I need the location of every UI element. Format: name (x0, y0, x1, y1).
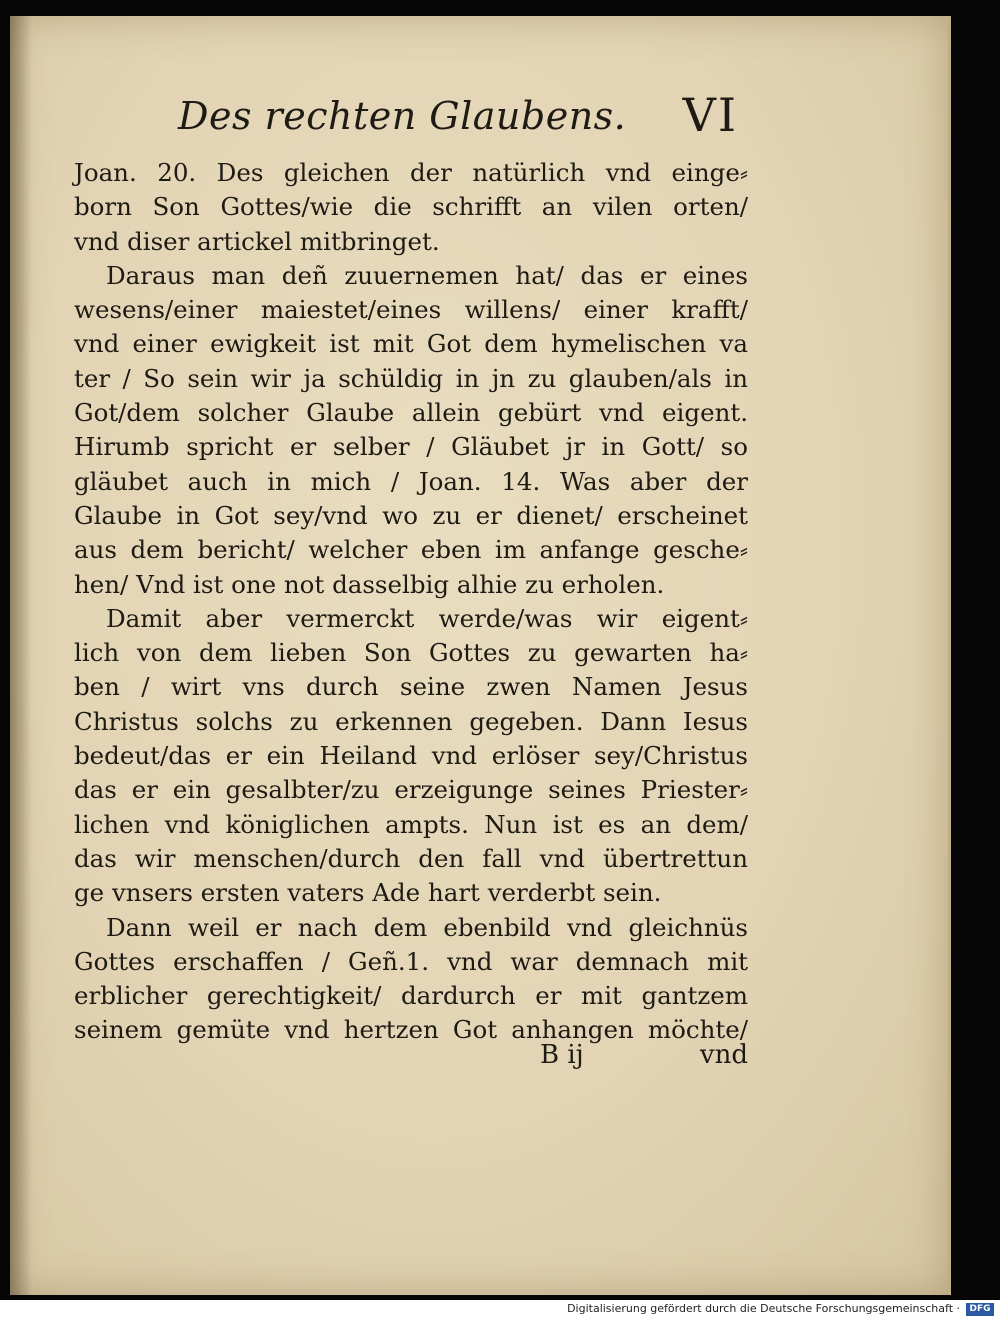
folio-number: VI (682, 88, 738, 142)
text-line: born Son Gottes/wie die schrifft an vilen orten/ (74, 192, 748, 222)
text-line: ben / wirt vns durch seine zwen Namen Jesus (74, 672, 748, 702)
book-page (10, 16, 951, 1295)
text-line: gläubet auch in mich / Joan. 14. Was aber der (74, 466, 748, 496)
text-line: vnd einer ewigkeit ist mit Got dem hymelischen va (74, 329, 748, 359)
text-line: Daraus man deñ zuuernemen hat/ das er eines (106, 260, 748, 290)
running-title: Des rechten Glaubens. (178, 94, 627, 138)
funding-credit: Digitalisierung gefördert durch die Deutsche Forschungsgemeinschaft · (567, 1302, 960, 1315)
text-line: bedeut/das er ein Heiland vnd erlöser sey/Christus (74, 741, 748, 771)
text-line: hen/ Vnd ist one not dasselbig alhie zu erholen. (74, 569, 665, 599)
text-line: vnd diser artickel mitbringet. (74, 226, 440, 256)
text-line: das wir menschen/durch den fall vnd übertrettun (74, 843, 748, 873)
text-line: Christus solchs zu erkennen gegeben. Dann Iesus (74, 706, 748, 736)
page-foot (470, 1040, 748, 1074)
text-line: erblicher gerechtigkeit/ dardurch er mit gantzem (74, 981, 748, 1011)
text-line: Got/dem solcher Glaube allein gebürt vnd eigent. (74, 398, 748, 428)
text-line: seinem gemüte vnd hertzen Got anhangen möchte/ (74, 1015, 748, 1045)
text-line: Hirumb spricht er selber / Gläubet jr in Gott/ so (74, 432, 748, 462)
text-line: Glaube in Got sey/vnd wo zu er dienet/ erscheinet (74, 500, 748, 530)
text-line: ge vnsers ersten vaters Ade hart verderbt sein. (74, 878, 662, 908)
body-text (74, 156, 748, 1048)
text-line: wesens/einer maiestet/eines willens/ einer krafft/ (74, 295, 748, 325)
text-line: aus dem bericht/ welcher eben im anfange gesche⸗ (74, 535, 748, 565)
digitization-footer (0, 1300, 1000, 1320)
text-line: das er ein gesalbter/zu erzeigunge seines Priester⸗ (74, 775, 748, 805)
text-line: ter / So sein wir ja schüldig in jn zu glauben/als in (74, 363, 748, 393)
text-line: lichen vnd königlichen ampts. Nun ist es an dem/ (74, 809, 748, 839)
dfg-logo: DFG (966, 1303, 994, 1316)
gutter-shadow (10, 16, 32, 1295)
text-line: Gottes erschaffen / Geñ.1. vnd war demnach mit (74, 946, 748, 976)
text-line: lich von dem lieben Son Gottes zu gewarten ha⸗ (74, 638, 748, 668)
signature-mark: B ij (540, 1040, 584, 1070)
text-line: Damit aber vermerckt werde/was wir eigent⸗ (106, 603, 748, 633)
running-head (178, 88, 738, 148)
catchword: vnd (699, 1040, 748, 1070)
text-line: Joan. 20. Des gleichen der natürlich vnd einge⸗ (74, 158, 748, 187)
text-line: Dann weil er nach dem ebenbild vnd gleichnüs (106, 912, 748, 942)
